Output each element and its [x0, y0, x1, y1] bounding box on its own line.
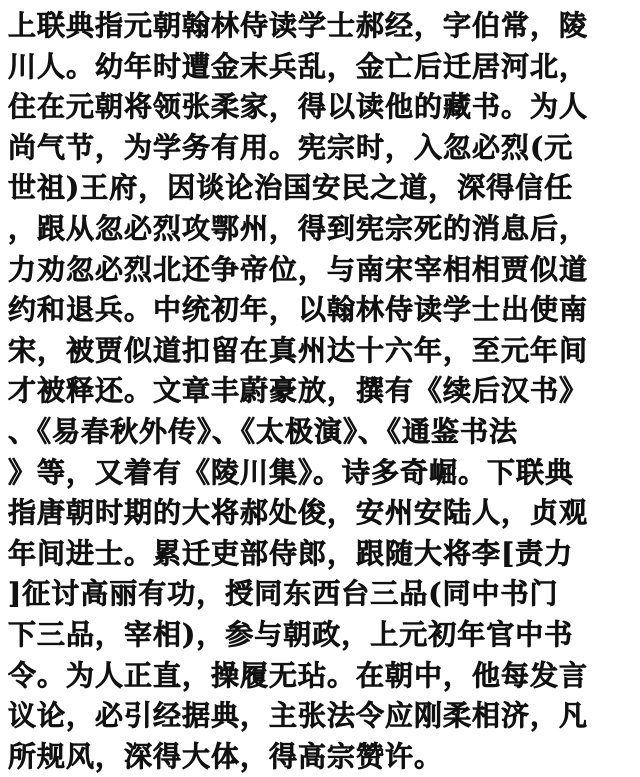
- calligraphy-text-block: [8, 6, 636, 777]
- text-line: 令。为人正直，操履无玷。在朝中，他每发言: [8, 658, 589, 692]
- text-line: 约和退兵。中统初年，以翰林侍读学士出使南: [8, 293, 589, 327]
- text-line: 尚气节，为学务有用。宪宗时，入忽必烈(元: [8, 130, 574, 164]
- text-line: 宋，被贾似道扣留在真州达十六年，至元年间: [8, 333, 589, 367]
- text-line: 川人。幼年时遭金末兵乱，金亡后迁居河北，: [8, 49, 589, 83]
- text-line: 下三品，宰相)，参与朝政，上元初年官中书: [8, 617, 574, 651]
- text-line: 力劝忽必烈北还争帝位，与南宋宰相相贾似道: [8, 252, 589, 286]
- text-line: 议论，必引经据典，主张法令应刚柔相济，凡: [8, 699, 589, 733]
- text-line: 才被释还。文章丰蔚豪放，撰有《续后汉书》: [8, 374, 589, 408]
- text-line: 所规风，深得大体，得高宗赞许。: [8, 739, 444, 773]
- text-line: 指唐朝时期的大将郝处俊，安州安陆人，贞观: [8, 496, 589, 530]
- text-line: 、《易春秋外传》、《太极演》、《通鉴书法: [8, 414, 519, 448]
- text-line: 住在元朝将领张柔家，得以读他的藏书。为人: [8, 90, 589, 124]
- text-line: 年间进士。累迁吏部侍郎，跟随大将李[责力: [8, 536, 574, 570]
- text-line: ]征讨高丽有功，授同东西台三品(同中书门: [8, 577, 559, 611]
- text-line: 》等，又着有《陵川集》。诗多奇崛。下联典: [8, 455, 575, 489]
- text-line: 上联典指元朝翰林侍读学士郝经，字伯常，陵: [8, 9, 589, 42]
- text-line: 世祖)王府，因谈论治国安民之道，深得信任: [8, 171, 574, 205]
- text-line: ，跟从忽必烈攻鄂州，得到宪宗死的消息后，: [8, 211, 589, 245]
